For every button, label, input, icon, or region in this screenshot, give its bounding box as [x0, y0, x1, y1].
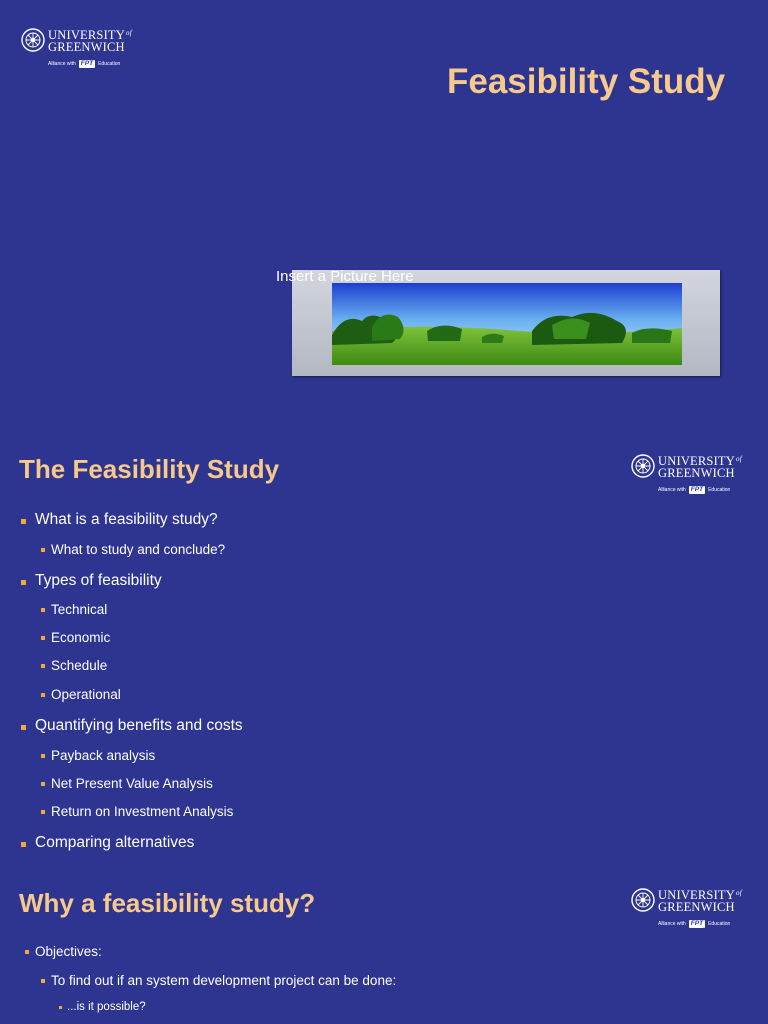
- slide-1-title: Feasibility Study: [447, 62, 726, 101]
- logo-alliance: Alliance with FPT Education: [658, 486, 731, 493]
- fpt-logo: FPT: [690, 486, 704, 493]
- university-crest-icon: [21, 28, 45, 52]
- fpt-logo: FPT: [690, 920, 704, 927]
- logo-wordmark: $UNIVERSITY^{of}$ GREENWICH: [658, 888, 742, 914]
- slide-2-title: The Feasibility Study: [19, 454, 280, 484]
- picture-placeholder-text: Insert a Picture Here: [276, 268, 414, 285]
- slide-3-title: Why a feasibility study?: [19, 888, 316, 918]
- picture-frame: [292, 270, 720, 376]
- bullet-item: Comparing alternatives: [19, 834, 194, 852]
- slide-3: [0, 868, 768, 1024]
- logo-alliance: Alliance with FPT Education: [658, 920, 731, 927]
- university-crest-icon: [631, 454, 655, 478]
- bullet-item: Payback analysis: [19, 748, 155, 763]
- logo-alliance: Alliance with FPT Education: [48, 60, 121, 67]
- fpt-logo: FPT: [80, 60, 94, 67]
- bullet-item: To find out if an system development project can be done:: [19, 973, 396, 988]
- bullet-item: ...is it possible?: [19, 1001, 146, 1013]
- bullet-item: Types of feasibility: [19, 572, 162, 590]
- bullet-item: Operational: [19, 687, 121, 702]
- bullet-item: Quantifying benefits and costs: [19, 717, 243, 735]
- logo-wordmark: $UNIVERSITY^{of}$ GREENWICH: [658, 454, 742, 480]
- landscape-image: [332, 283, 682, 365]
- bullet-item: Net Present Value Analysis: [19, 776, 213, 791]
- slide-2: [0, 434, 768, 864]
- bullet-item: Economic: [19, 630, 110, 645]
- university-crest-icon: [631, 888, 655, 912]
- bullet-item: What is a feasibility study?: [19, 511, 218, 529]
- logo-wordmark: $UNIVERSITY^{of}$ GREENWICH: [48, 28, 132, 54]
- slide-1: [0, 0, 768, 420]
- bullet-item: Objectives:: [3, 944, 102, 959]
- bullet-item: Schedule: [19, 658, 107, 673]
- bullet-item: What to study and conclude?: [19, 542, 225, 557]
- bullet-item: Return on Investment Analysis: [19, 804, 233, 819]
- bullet-item: Technical: [19, 602, 107, 617]
